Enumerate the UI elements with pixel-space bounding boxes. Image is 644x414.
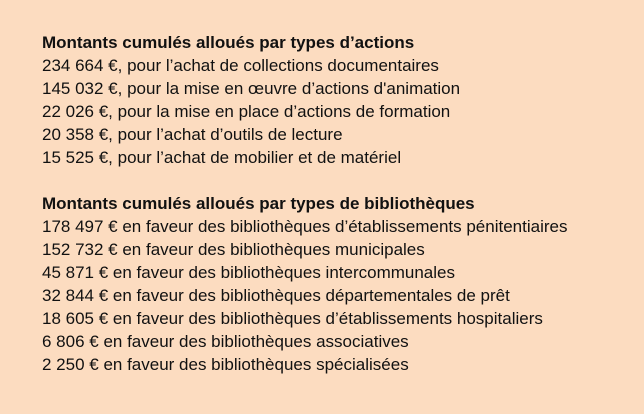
actions-item: 145 032 €, pour la mise en œuvre d’actions d'animation	[42, 79, 461, 98]
libraries-item: 18 605 € en faveur des bibliothèques d’établissements hospitaliers	[42, 309, 543, 328]
libraries-item: 178 497 € en faveur des bibliothèques d’établissements pénitentiaires	[42, 217, 568, 236]
libraries-item: 2 250 € en faveur des bibliothèques spécialisées	[42, 355, 409, 374]
libraries-section	[42, 192, 644, 376]
actions-item: 15 525 €, pour l’achat de mobilier et de matériel	[42, 148, 402, 167]
libraries-item: 152 732 € en faveur des bibliothèques municipales	[42, 240, 425, 259]
actions-item: 22 026 €, pour la mise en place d’actions de formation	[42, 102, 451, 121]
libraries-item: 32 844 € en faveur des bibliothèques départementales de prêt	[42, 286, 510, 305]
actions-item: 20 358 €, pour l’achat d’outils de lecture	[42, 125, 343, 144]
actions-section	[42, 31, 644, 169]
libraries-heading: Montants cumulés alloués par types de bibliothèques	[42, 194, 475, 213]
libraries-item: 45 871 € en faveur des bibliothèques intercommunales	[42, 263, 455, 282]
actions-item: 234 664 €, pour l’achat de collections documentaires	[42, 56, 439, 75]
libraries-item: 6 806 € en faveur des bibliothèques associatives	[42, 332, 409, 351]
actions-heading: Montants cumulés alloués par types d’actions	[42, 33, 415, 52]
